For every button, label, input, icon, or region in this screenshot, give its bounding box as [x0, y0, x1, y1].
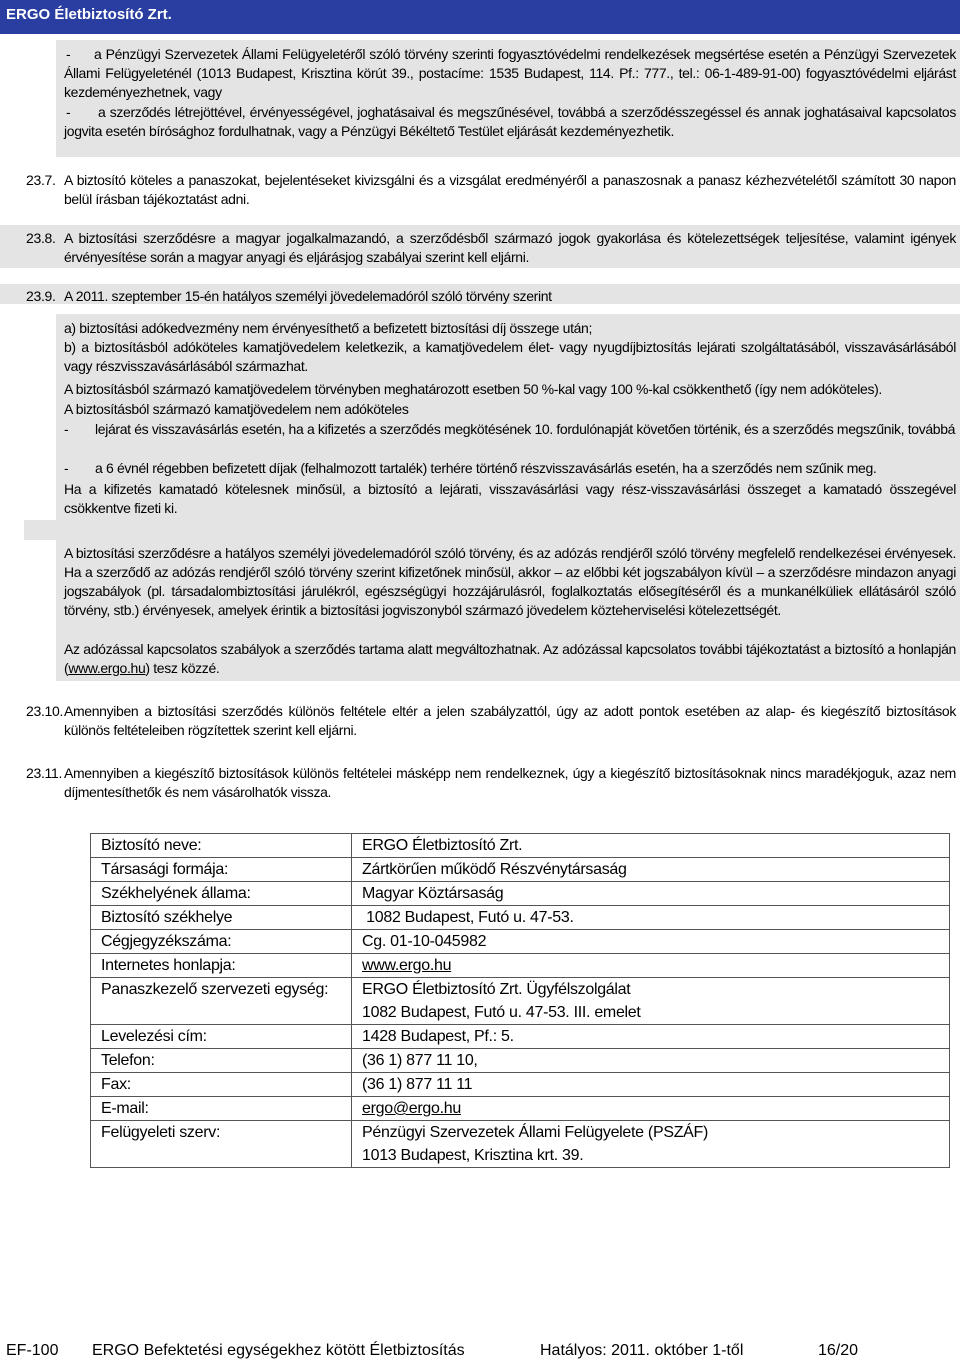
section-23-10-number: 23.10. [26, 703, 64, 719]
footer-page-number: 16/20 [818, 1342, 859, 1359]
label-cell: Biztosító neve: [91, 834, 352, 858]
page-header [0, 0, 960, 34]
footer-code: EF-100 [6, 1342, 59, 1359]
value-cell: Cg. 01-10-045982 [352, 930, 950, 954]
dash-4: - [64, 460, 69, 476]
label-cell: Felügyeleti szerv: [91, 1121, 352, 1168]
table-row [91, 858, 950, 882]
label-cell: Társasági formája: [91, 858, 352, 882]
footer-valid-from: Hatályos: 2011. október 1-től [540, 1342, 744, 1359]
table-row [91, 834, 950, 858]
label-cell: Székhelyének állama: [91, 882, 352, 906]
header-title: ERGO Életbiztosító Zrt. [6, 6, 172, 23]
section-23-10-text: Amennyiben a biztosítási szerződés különös feltétele eltér a jelen szabályzattól, úgy az adott pontok esetében az alap- és kiegészítő biztosítások különös feltételeiben rögzítettek szerint kell eljárni. [64, 703, 956, 738]
court-text: a szerződés létrejöttével, érvényességével, joghatásaival és megszűnésével, továbbá a szerződésszegéssel és annak joghatásaival kapcsolatos jogvita esetén bírósághoz fordulhatnak, vagy a Pénzügyi Békéltető Testület eljárását kezdeményezhetik. [64, 104, 956, 139]
value-cell: ERGO Életbiztosító Zrt. [352, 834, 950, 858]
value-cell: 1082 Budapest, Futó u. 47-53. [352, 906, 950, 930]
value-cell [352, 1121, 950, 1168]
dash-2: - [66, 104, 71, 120]
section-23-9-number: 23.9. [26, 288, 56, 304]
ergo-website-link[interactable]: www.ergo.hu [68, 660, 146, 676]
supervisor-name: Pénzügyi Szervezetek Állami Felügyelete (PSZÁF) [362, 1124, 709, 1141]
table-row [91, 1097, 950, 1121]
email-link[interactable]: ergo@ergo.hu [362, 1100, 461, 1117]
website-info-text [64, 640, 956, 678]
not-taxable-text: A biztosításból származó kamatjövedelem nem adóköteles [64, 401, 409, 417]
maturity-text: lejárat és visszavásárlás esetén, ha a kifizetés a szerződés megkötésének 10. fordulónapját követően történik, és a szerződés megszűnik, továbbá [95, 421, 956, 437]
label-cell: Cégjegyzékszáma: [91, 930, 352, 954]
table-row [91, 882, 950, 906]
website-info-pre: Az adózással kapcsolatos szabályok a szerződés tartama alatt megváltozhatnak. Az adózással kapcsolatos további tájékoztatást a biztosító a honlapján ( [64, 641, 956, 676]
section-23-9-heading: A 2011. szeptember 15-én hatályos személyi jövedelemadóról szóló törvény szerint [64, 288, 552, 304]
section-23-7-text: A biztosító köteles a panaszokat, bejelentéseket kivizsgálni és a vizsgálat eredményéről a panaszosnak a panasz kézhezvételétől számított 30 napon belül írásban tájékoztatást adni. [64, 172, 956, 207]
value-cell [352, 954, 950, 978]
supervisor-address: 1013 Budapest, Krisztina krt. 39. [362, 1147, 584, 1164]
label-cell: Telefon: [91, 1049, 352, 1073]
label-cell: Fax: [91, 1073, 352, 1097]
table-row [91, 1049, 950, 1073]
website-link[interactable]: www.ergo.hu [362, 957, 452, 974]
complaint-unit-address: 1082 Budapest, Futó u. 47-53. III. emelet [362, 1004, 641, 1021]
value-cell: (36 1) 877 11 10, [352, 1049, 950, 1073]
consumer-protection-text: a Pénzügyi Szervezetek Állami Felügyeletéről szóló törvény szerinti fogyasztóvédelmi rendelkezések megsértése esetén a Pénzügyi Szervezetek Állami Felügyeleténél (1013 Budapest, Krisztina körút 39., postacíme: 1535 Budapest, 114. Pf.: 777., tel.: 06-1-489-91-00) fogyasztóvédelmi eljárást kezdeményezhetnek, vagy [64, 46, 956, 100]
tax-law-text: A biztosítási szerződésre a hatályos személyi jövedelemadóról szóló törvény, és az adózás rendjéről szóló törvény megfelelő rendelkezései érvényesek. Ha a szerződő az adózás rendjéről szóló törvény szerint kifizetőnek minősül, akkor – az előbbi két jogszabályon kívül – a szerződésre mindazon anyagi jogszabályok (pl. társadalombiztosítási járulékról, egészségügyi hozzájárulásról, foglalkoztatás elősegítéséről és a munkanélküliek ellátásáról szóló törvény, stb.) érvényesek, amelyek érintik a biztosítási jogviszonyból származó jövedelem közteherviselési kötelezettségét. [64, 545, 956, 618]
point-b: b) a biztosításból adóköteles kamatjövedelem keletkezik, a kamatjövedelem élet- vagy nyugdíjbiztosítás lejárati szolgáltatásából, visszavásárlásából vagy részvisszavásárlásából származhat. [64, 339, 956, 374]
reduction-text: A biztosításból származó kamatjövedelem törvényben meghatározott esetben 50 %-kal vagy 100 %-kal csökkenthető (így nem adóköteles). [64, 381, 882, 397]
label-cell: Internetes honlapja: [91, 954, 352, 978]
dash-3: - [64, 421, 69, 437]
section-23-8-number: 23.8. [26, 230, 56, 246]
table-row [91, 906, 950, 930]
section-23-11-number: 23.11. [26, 765, 63, 781]
insurer-info-table [90, 833, 950, 1168]
table-row [91, 1025, 950, 1049]
section-23-11-text: Amennyiben a kiegészítő biztosítások különös feltételei másképp nem rendelkeznek, úgy a kiegészítő biztosításoknak nincs maradékjoguk, azaz nem díjmentesíthetők és nem vásárolhatók vissza. [64, 765, 956, 800]
value-cell: (36 1) 877 11 11 [352, 1073, 950, 1097]
value-cell: Zártkörűen működő Részvénytársaság [352, 858, 950, 882]
value-cell [352, 1097, 950, 1121]
value-cell: Magyar Köztársaság [352, 882, 950, 906]
value-cell: 1428 Budapest, Pf.: 5. [352, 1025, 950, 1049]
value-cell [352, 978, 950, 1025]
partial-surrender-text: a 6 évnél régebben befizetett díjak (felhalmozott tartalék) terhére történő részvisszavásárlás esetén, ha a szerződés nem szűnik meg. [95, 460, 877, 476]
table-row [91, 954, 950, 978]
label-cell: Biztosító székhelye [91, 906, 352, 930]
section-23-8-text: A biztosítási szerződésre a magyar jogalkalmazandó, a szerződésből származó jogok gyakorlása és kötelezettségek teljesítése, valamint igények érvényesítése során a magyar anyagi és eljárásjog szabályai szerint kell eljárni. [64, 230, 956, 265]
label-cell: Panaszkezelő szervezeti egység: [91, 978, 352, 1025]
table-row [91, 930, 950, 954]
table-row [91, 978, 950, 1025]
point-a: a) biztosítási adókedvezmény nem érvényesíthető a befizetett biztosítási díj összege után; [64, 320, 593, 336]
table-row [91, 1121, 950, 1168]
footer-title: ERGO Befektetési egységekhez kötött Életbiztosítás [92, 1342, 465, 1359]
complaint-unit-name: ERGO Életbiztosító Zrt. Ügyfélszolgálat [362, 981, 631, 998]
website-info-post: ) tesz közzé. [145, 660, 220, 676]
label-cell: Levelezési cím: [91, 1025, 352, 1049]
label-cell: E-mail: [91, 1097, 352, 1121]
table-row [91, 1073, 950, 1097]
interest-tax-text: Ha a kifizetés kamatadó kötelesnek minősül, a biztosító a lejárati, visszavásárlási vagy rész-visszavásárlási összeget a kamatadó összegével csökkentve fizeti ki. [64, 481, 956, 516]
dash-1: - [66, 46, 71, 62]
tax-block-spacer [24, 520, 960, 540]
section-23-7-number: 23.7. [26, 172, 56, 188]
